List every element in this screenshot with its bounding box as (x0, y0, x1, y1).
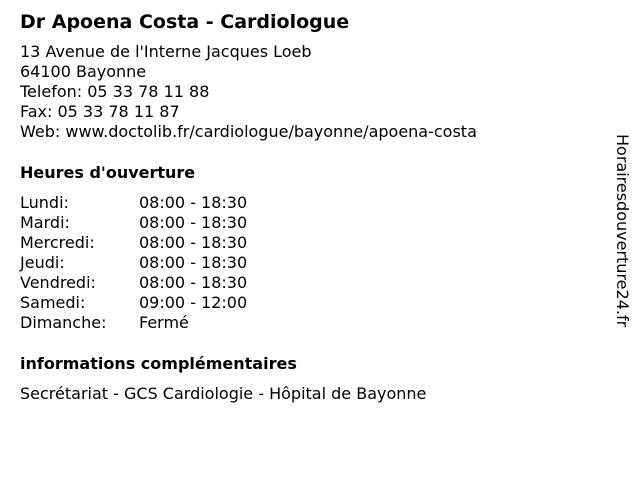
hours-row (20, 193, 600, 213)
address-street: 13 Avenue de l'Interne Jacques Loeb (20, 42, 312, 61)
hours-time: 08:00 - 18:30 (139, 253, 248, 272)
hours-day: Lundi: (20, 193, 69, 212)
hours-day: Jeudi: (20, 253, 65, 272)
listing-card (20, 10, 600, 404)
hours-time: 08:00 - 18:30 (139, 213, 248, 232)
opening-hours-heading: Heures d'ouverture (20, 163, 196, 182)
hours-row (20, 313, 600, 333)
site-watermark: Horairesdouverture24.fr (613, 134, 632, 328)
page-title: Dr Apoena Costa - Cardiologue (20, 11, 350, 33)
hours-time: 08:00 - 18:30 (139, 273, 248, 292)
hours-time: 08:00 - 18:30 (139, 233, 248, 252)
hours-day: Mercredi: (20, 233, 95, 252)
hours-time: 08:00 - 18:30 (139, 193, 248, 212)
hours-row (20, 253, 600, 273)
hours-row (20, 233, 600, 253)
hours-day: Vendredi: (20, 273, 96, 292)
hours-time: Fermé (139, 313, 189, 332)
hours-day: Dimanche: (20, 313, 107, 332)
hours-row (20, 293, 600, 313)
website-link: Web: www.doctolib.fr/cardiologue/bayonne/apoena-costa (20, 122, 477, 141)
hours-row (20, 213, 600, 233)
additional-info-heading: informations complémentaires (20, 354, 297, 373)
address-city: 64100 Bayonne (20, 62, 147, 81)
fax-number: Fax: 05 33 78 11 87 (20, 102, 180, 121)
hours-time: 09:00 - 12:00 (139, 293, 248, 312)
opening-hours-table (20, 193, 600, 333)
hours-day: Mardi: (20, 213, 70, 232)
hours-day: Samedi: (20, 293, 86, 312)
hours-row (20, 273, 600, 293)
additional-info-text: Secrétariat - GCS Cardiologie - Hôpital de Bayonne (20, 384, 427, 403)
phone-number: Telefon: 05 33 78 11 88 (20, 82, 210, 101)
